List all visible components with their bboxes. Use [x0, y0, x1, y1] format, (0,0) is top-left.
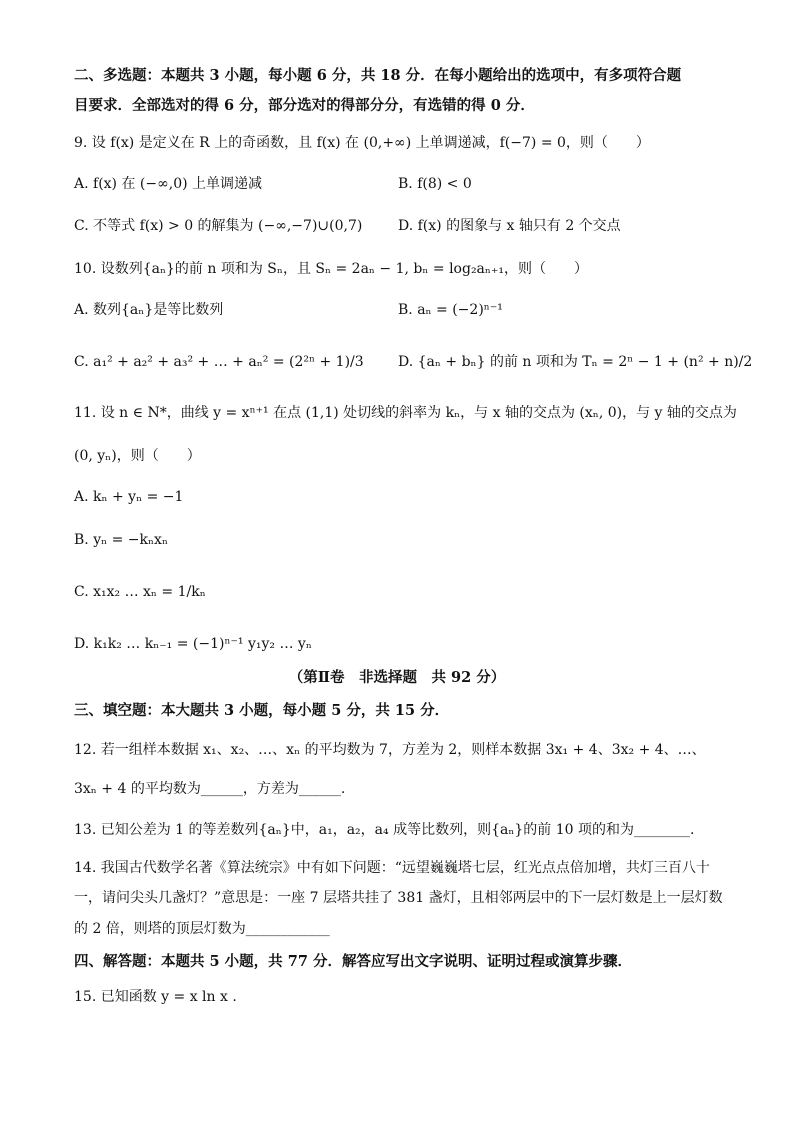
- section3-heading: 三、填空题：本大题共 3 小题，每小题 5 分，共 15 分．: [74, 702, 450, 719]
- q10-option-d: D. {aₙ + bₙ} 的前 n 项和为 Tₙ = 2ⁿ − 1 + (n² + n)/2: [398, 354, 753, 370]
- q9-option-d: D. f(x) 的图象与 x 轴只有 2 个交点: [398, 218, 621, 234]
- section2-heading-line2: 目要求．全部选对的得 6 分，部分选对的得部分分，有选错的得 0 分．: [74, 97, 535, 114]
- q9-option-a: A. f(x) 在 (−∞,0) 上单调递减: [74, 176, 263, 192]
- q14-line1: 14. 我国古代数学名著《算法统宗》中有如下问题：“远望巍巍塔七层，红光点点倍加增，共灯三百八十: [74, 860, 710, 876]
- section4-heading: 四、解答题：本题共 5 小题，共 77 分．解答应写出文字说明、证明过程或演算步骤．: [74, 953, 632, 970]
- q10-option-b: B. aₙ = (−2)ⁿ⁻¹: [398, 302, 503, 318]
- q11-option-d: D. k₁k₂ … kₙ₋₁ = (−1)ⁿ⁻¹ y₁y₂ … yₙ: [74, 636, 312, 652]
- q11-option-a: A. kₙ + yₙ = −1: [74, 489, 184, 505]
- q10-option-c: C. a₁² + a₂² + a₃² + … + aₙ² = (2²ⁿ + 1)/3: [74, 354, 364, 370]
- q12-line2: 3xₙ + 4 的平均数为______，方差为______.: [74, 781, 346, 797]
- q10-option-a: A. 数列{aₙ}是等比数列: [74, 302, 224, 318]
- q11-option-b: B. yₙ = −kₙxₙ: [74, 532, 169, 548]
- q15-line1: 15. 已知函数 y = x ln x .: [74, 989, 237, 1005]
- q9-option-b: B. f(8) < 0: [398, 176, 472, 192]
- part2-title: （第Ⅱ卷 非选择题 共 92 分）: [288, 669, 506, 686]
- q12-line1: 12. 若一组样本数据 x₁、x₂、…、xₙ 的平均数为 7，方差为 2，则样本数据 3x₁ + 4、3x₂ + 4、…、: [74, 742, 706, 758]
- q9-stem: 9. 设 f(x) 是定义在 R 上的奇函数，且 f(x) 在 (0,+∞) 上单调递减，f(−7) = 0，则（ ）: [74, 135, 650, 151]
- q10-stem: 10. 设数列{aₙ}的前 n 项和为 Sₙ，且 Sₙ = 2aₙ − 1, bₙ = log₂aₙ₊₁，则（ ）: [74, 261, 588, 277]
- q13-line1: 13. 已知公差为 1 的等差数列{aₙ}中，a₁，a₂，a₄ 成等比数列，则{aₙ}的前 10 项的和为________.: [74, 822, 695, 838]
- q11-option-c: C. x₁x₂ … xₙ = 1/kₙ: [74, 584, 206, 600]
- q11-stem-line1: 11. 设 n ∈ N*，曲线 y = xⁿ⁺¹ 在点 (1,1) 处切线的斜率为 kₙ，与 x 轴的交点为 (xₙ, 0)，与 y 轴的交点为: [74, 405, 737, 421]
- q11-stem-line2: (0, yₙ)，则（ ）: [74, 448, 201, 464]
- q9-option-c: C. 不等式 f(x) > 0 的解集为 (−∞,−7)∪(0,7): [74, 218, 363, 234]
- q14-line3: 的 2 倍，则塔的顶层灯数为____________: [74, 921, 330, 937]
- q14-line2: 一，请问尖头几盏灯？”意思是：一座 7 层塔共挂了 381 盏灯，且相邻两层中的下一层灯数是上一层灯数: [74, 890, 723, 906]
- section2-heading-line1: 二、多选题：本题共 3 小题，每小题 6 分，共 18 分．在每小题给出的选项中，有多项符合题: [74, 67, 682, 84]
